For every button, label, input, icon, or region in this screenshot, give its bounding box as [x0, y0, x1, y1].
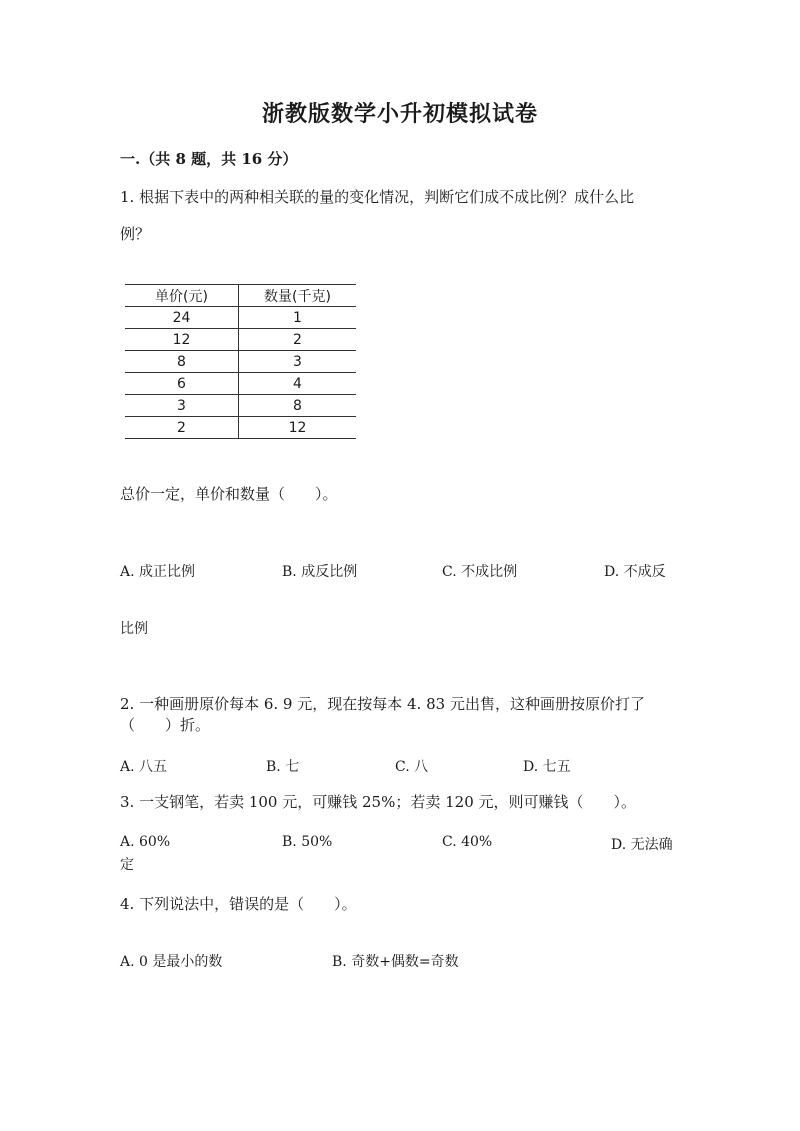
question-1-option-a: A. 成正比例 — [120, 564, 196, 580]
question-4-option-a: A. 0 是最小的数 — [120, 954, 223, 970]
question-4-text: 4. 下列说法中，错误的是（ ）。 — [120, 895, 357, 913]
question-1-statement: 总价一定，单价和数量（ ）。 — [120, 485, 338, 503]
table-cell: 12 — [239, 417, 357, 439]
question-3-option-c: C. 40% — [442, 834, 493, 850]
table-cell: 4 — [239, 373, 357, 395]
question-2-option-b: B. 七 — [266, 759, 300, 775]
question-1-option-c: C. 不成比例 — [442, 564, 518, 580]
table-row — [125, 307, 356, 329]
table-cell: 3 — [125, 395, 239, 417]
table-row — [125, 329, 356, 351]
table-cell: 1 — [239, 307, 357, 329]
question-1-option-d: D. 不成反 — [604, 564, 666, 580]
question-3-text: 3. 一支钢笔，若卖 100 元，可赚钱 25%；若卖 120 元，则可赚钱（ ）。 — [120, 793, 637, 811]
question-3-option-a: A. 60% — [120, 834, 171, 850]
table-cell: 8 — [125, 351, 239, 373]
table-cell: 12 — [125, 329, 239, 351]
question-1-text-line2: 例？ — [120, 225, 151, 243]
table-cell: 24 — [125, 307, 239, 329]
table-cell: 2 — [239, 329, 357, 351]
column-header-quantity: 数量(千克) — [239, 285, 357, 307]
section-heading: 一.（共 8 题，共 16 分） — [120, 150, 298, 168]
table-row — [125, 351, 356, 373]
question-3-option-d-wrap: 定 — [120, 857, 134, 873]
question-1-option-d-wrap: 比例 — [120, 621, 148, 637]
table-cell: 2 — [125, 417, 239, 439]
question-2-option-a: A. 八五 — [120, 759, 168, 775]
question-1-text-line1: 1. 根据下表中的两种相关联的量的变化情况，判断它们成不成比例？成什么比 — [120, 188, 635, 206]
question-4-option-b: B. 奇数+偶数=奇数 — [332, 954, 459, 970]
table-cell: 8 — [239, 395, 357, 417]
table-row — [125, 395, 356, 417]
table-row — [125, 417, 356, 439]
table-row — [125, 373, 356, 395]
table-cell: 3 — [239, 351, 357, 373]
question-2-text-line2: （ ）折。 — [120, 716, 211, 734]
question-1-option-b: B. 成反比例 — [282, 564, 358, 580]
table-cell: 6 — [125, 373, 239, 395]
page-title: 浙教版数学小升初模拟试卷 — [261, 101, 538, 127]
question-2-text-line1: 2. 一种画册原价每本 6. 9 元，现在按每本 4. 83 元出售，这种画册按原价打了 — [120, 695, 645, 713]
question-2-option-d: D. 七五 — [523, 759, 571, 775]
question-3-option-b: B. 50% — [282, 834, 333, 850]
data-table — [125, 284, 356, 439]
question-2-option-c: C. 八 — [395, 759, 429, 775]
question-3-option-d: D. 无法确 — [611, 837, 673, 853]
column-header-unit-price: 单价(元) — [125, 285, 239, 307]
table-header-row — [125, 285, 356, 307]
